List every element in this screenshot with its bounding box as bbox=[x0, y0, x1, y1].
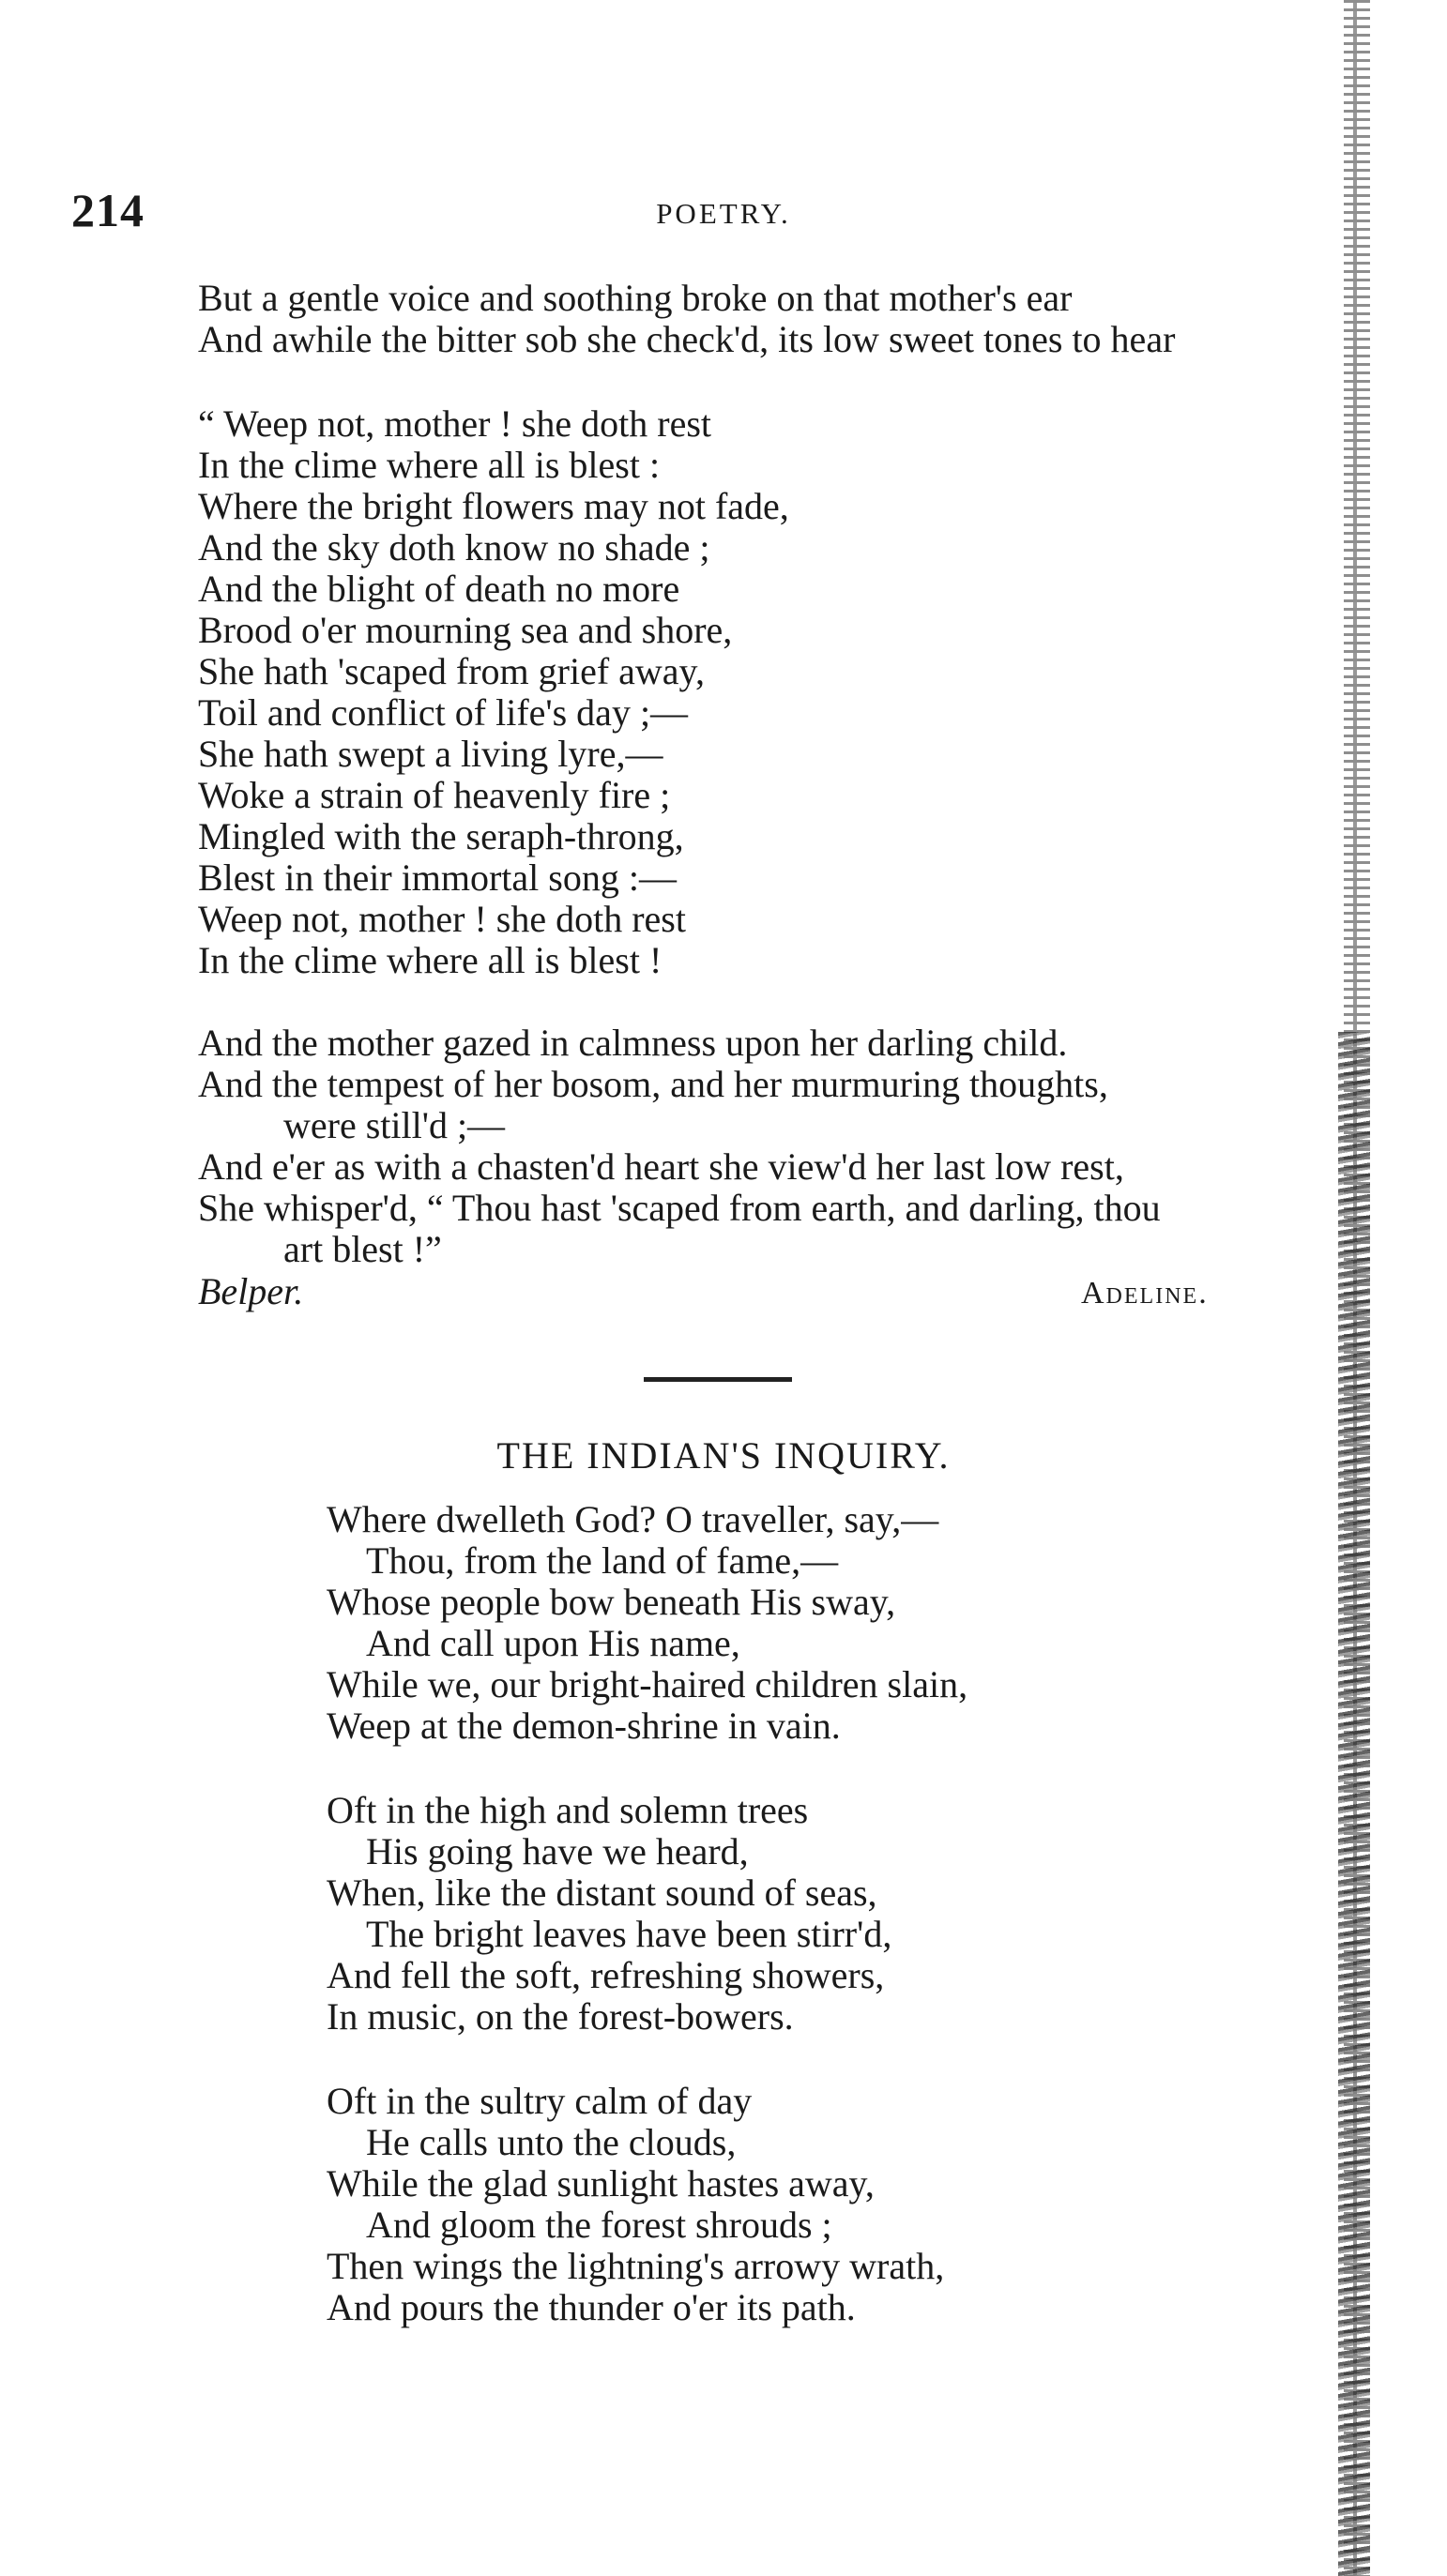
poem-line: Whose people bow beneath His sway, bbox=[327, 1581, 896, 1623]
poem-line: Blest in their immortal song :— bbox=[198, 856, 677, 899]
poem-line: Toil and conflict of life's day ;— bbox=[198, 691, 689, 734]
poem-line: Oft in the sultry calm of day bbox=[327, 2080, 753, 2122]
poem-line: And the mother gazed in calmness upon her darling child. bbox=[198, 1022, 1068, 1064]
poem-line: “ Weep not, mother ! she doth rest bbox=[198, 402, 712, 445]
poem-line: When, like the distant sound of seas, bbox=[327, 1871, 877, 1914]
poem-line: And gloom the forest shrouds ; bbox=[366, 2204, 832, 2246]
signature-author: Adeline. bbox=[1081, 1276, 1209, 1311]
poem-line: In the clime where all is blest ! bbox=[198, 939, 663, 981]
poem-line: Weep at the demon-shrine in vain. bbox=[327, 1705, 841, 1747]
poem-line: And pours the thunder o'er its path. bbox=[327, 2286, 856, 2328]
poem-title: THE INDIAN'S INQUIRY. bbox=[496, 1434, 951, 1477]
section-divider bbox=[644, 1377, 792, 1382]
poem-line: art blest !” bbox=[283, 1228, 442, 1270]
page-number: 214 bbox=[71, 184, 145, 236]
poem-line: And the sky doth know no shade ; bbox=[198, 526, 710, 568]
poem-line: And awhile the bitter sob she check'd, its low sweet tones to hear bbox=[198, 318, 1176, 360]
poem-line: And fell the soft, refreshing showers, bbox=[327, 1954, 885, 1996]
poem-line: Weep not, mother ! she doth rest bbox=[198, 898, 686, 940]
poem-line: While we, our bright-haired children slain, bbox=[327, 1663, 968, 1705]
poem-line: Where dwelleth God? O traveller, say,— bbox=[327, 1498, 939, 1540]
poem-line: The bright leaves have been stirr'd, bbox=[366, 1913, 892, 1955]
poem-line: And the blight of death no more bbox=[198, 568, 680, 610]
poem-line: While the glad sunlight hastes away, bbox=[327, 2162, 875, 2205]
poem-line: Brood o'er mourning sea and shore, bbox=[198, 609, 733, 651]
poem-line: And the tempest of her bosom, and her murmuring thoughts, bbox=[198, 1063, 1108, 1105]
poem-line: In music, on the forest-bowers. bbox=[327, 1995, 794, 2038]
poem-line: Woke a strain of heavenly fire ; bbox=[198, 774, 671, 816]
poem-line: She hath swept a living lyre,— bbox=[198, 733, 663, 775]
poem-line: She whisper'd, “ Thou hast 'scaped from earth, and darling, thou bbox=[198, 1187, 1161, 1229]
poem-line: But a gentle voice and soothing broke on that mother's ear bbox=[198, 277, 1073, 319]
signature-place: Belper. bbox=[198, 1270, 304, 1312]
poem-line: were still'd ;— bbox=[283, 1104, 506, 1146]
poem-line: In the clime where all is blest : bbox=[198, 444, 661, 486]
poem-line: Mingled with the seraph-throng, bbox=[198, 815, 684, 857]
poem-line: He calls unto the clouds, bbox=[366, 2121, 737, 2163]
poem-line: Where the bright flowers may not fade, bbox=[198, 485, 789, 527]
poem-line: She hath 'scaped from grief away, bbox=[198, 650, 705, 692]
running-head: POETRY. bbox=[656, 197, 791, 230]
poem-line: And call upon His name, bbox=[366, 1622, 740, 1664]
poem-line: Oft in the high and solemn trees bbox=[327, 1789, 809, 1831]
page-edge-binding bbox=[1338, 1032, 1370, 2576]
poem-line: His going have we heard, bbox=[366, 1830, 749, 1872]
poem-line: Thou, from the land of fame,— bbox=[366, 1539, 839, 1582]
poem-line: And e'er as with a chasten'd heart she view'd her last low rest, bbox=[198, 1145, 1124, 1188]
poem-line: Then wings the lightning's arrowy wrath, bbox=[327, 2245, 945, 2287]
